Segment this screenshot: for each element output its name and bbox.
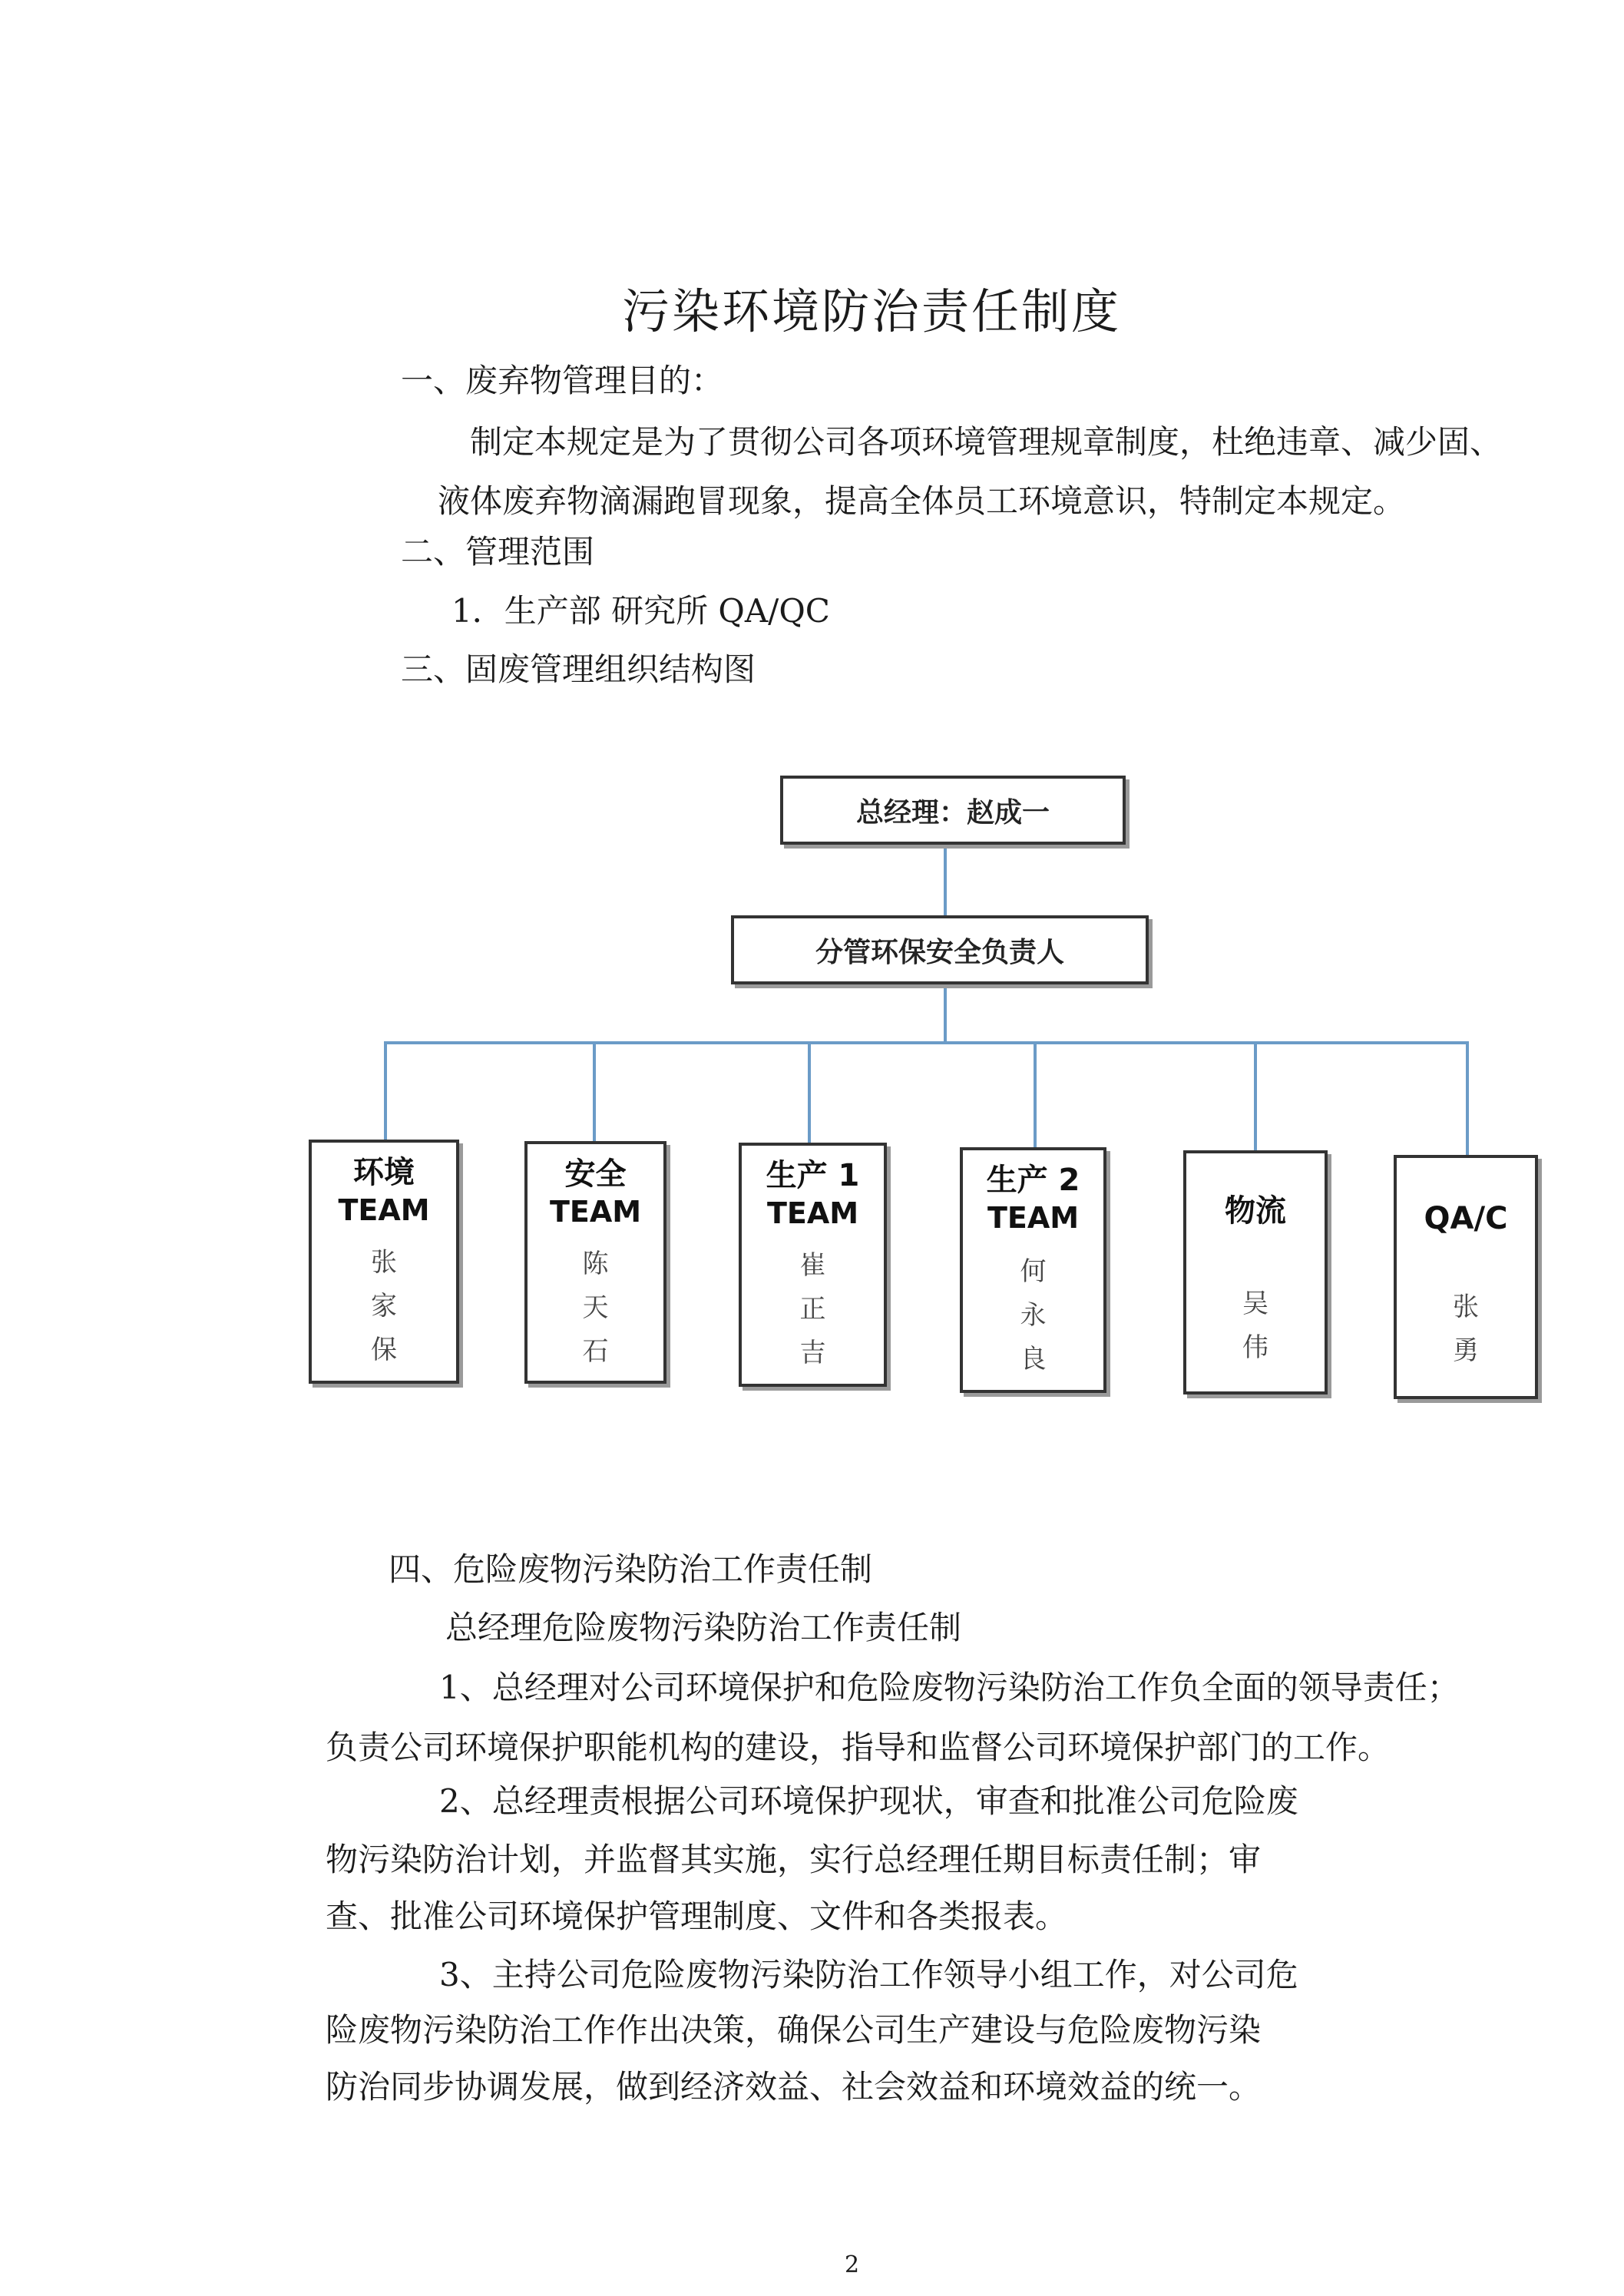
connector-team-4 [1034,1041,1037,1147]
team-sub: TEAM [549,1195,642,1229]
section-4-p3-line-1: 3、主持公司危险废物污染防治工作领导小组工作，对公司危 [439,1956,1298,1993]
team-name: 安全 [564,1156,627,1192]
team-name: 生产 2 [986,1163,1080,1198]
team-name: 生产 1 [766,1158,860,1193]
team-box-production-2 [960,1147,1106,1393]
section-4-p2-line-3: 查、批准公司环境保护管理制度、文件和各类报表。 [326,1897,1068,1935]
section-4-p3-line-2: 险废物污染防治工作作出决策，确保公司生产建设与危险废物污染 [326,2011,1262,2049]
general-manager-box [780,776,1126,845]
team-box-safety [524,1141,666,1384]
general-manager-label: 总经理：赵成一 [855,796,1050,829]
page-title: 污染环境防治责任制度 [622,283,1122,339]
connector-top-to-middle [944,845,947,915]
deputy-manager-label: 分管环保安全负责人 [815,936,1064,968]
section-3-heading: 三、固废管理组织结构图 [401,650,756,688]
section-2-item-1: 1．生产部 研究所 QA/QC [451,592,830,630]
section-4-subheading: 总经理危险废物污染防治工作责任制 [445,1609,962,1646]
team-person: 吴伟 [1242,1289,1268,1363]
section-1-paragraph-line-1: 制定本规定是为了贯彻公司各项环境管理规章制度，杜绝违章、减少固、 [470,423,1503,461]
team-person: 崔正吉 [799,1250,826,1368]
connector-horizontal-bus [384,1041,1469,1044]
team-person: 张家保 [371,1247,397,1365]
team-person: 何永良 [1020,1256,1047,1375]
deputy-manager-box [731,915,1149,984]
team-box-qac [1394,1155,1538,1399]
team-person: 张勇 [1453,1292,1479,1366]
section-4-heading: 四、危险废物污染防治工作责任制 [389,1550,873,1588]
section-4-p2-line-2: 物污染防治计划，并监督其实施，实行总经理任期目标责任制；审 [326,1841,1262,1878]
connector-team-1 [384,1041,387,1140]
team-name: QA/C [1424,1201,1508,1236]
team-box-environment [309,1140,459,1384]
team-name: 环境 [353,1155,415,1190]
team-sub: TEAM [987,1201,1080,1235]
team-sub: TEAM [766,1196,859,1230]
section-4-p1-line-1: 1、总经理对公司环境保护和危险废物污染防治工作负全面的领导责任； [439,1669,1460,1706]
section-4-p3-line-3: 防治同步协调发展，做到经济效益、社会效益和环境效益的统一。 [326,2068,1262,2106]
connector-team-5 [1254,1041,1257,1150]
team-name: 物流 [1225,1193,1286,1229]
connector-team-6 [1466,1041,1469,1155]
team-person: 陈天石 [582,1249,609,1367]
section-2-heading: 二、管理范围 [401,533,595,571]
team-sub: TEAM [338,1193,430,1227]
section-1-heading: 一、废弃物管理目的： [401,362,724,399]
page-number: 2 [845,2251,860,2278]
team-box-production-1 [739,1143,887,1387]
connector-team-3 [808,1041,811,1143]
connector-middle-to-bus [944,984,947,1043]
section-4-p1-line-2: 负责公司环境保护职能机构的建设，指导和监督公司环境保护部门的工作。 [326,1729,1391,1766]
team-box-logistics [1183,1150,1328,1394]
connector-team-2 [593,1041,596,1141]
section-1-paragraph-line-2: 液体废弃物滴漏跑冒现象，提高全体员工环境意识，特制定本规定。 [438,482,1406,520]
section-4-p2-line-1: 2、总经理责根据公司环境保护现状，审查和批准公司危险废 [439,1782,1298,1820]
